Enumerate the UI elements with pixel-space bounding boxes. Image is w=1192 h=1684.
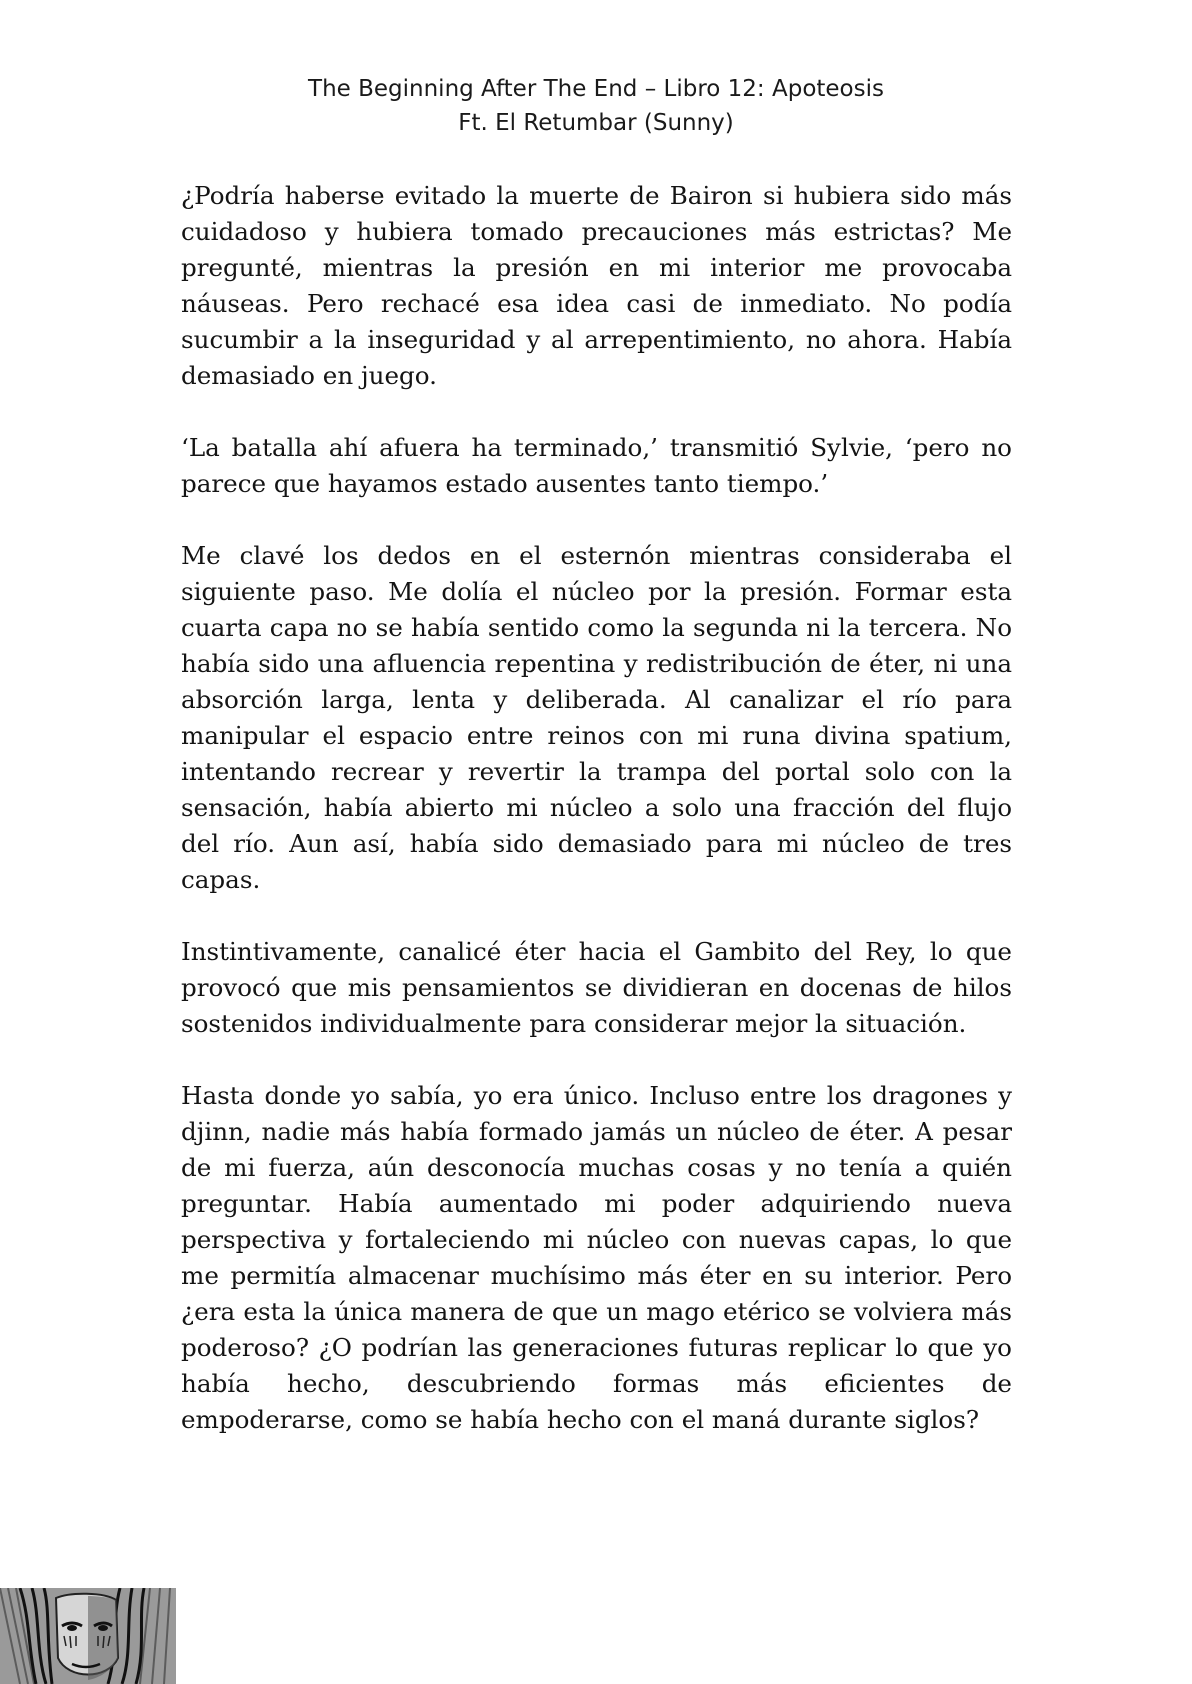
header-title: The Beginning After The End – Libro 12: Apoteosis xyxy=(308,76,884,102)
paragraph-5: Hasta donde yo sabía, yo era único. Incluso entre los dragones y djinn, nadie más había formado jamás un núcleo de éter. A pesar de mi fuerza, aún desconocía muchas cosas y no tenía a quién preguntar. Había aumentado mi poder adquiriendo nueva perspectiva y fortaleciendo mi núcleo con nuevas capas, lo que me permitía almacenar muchísimo más éter en su interior. Pero ¿era esta la única manera de que un mago etérico se volviera más poderoso? ¿O podrían las generaciones futuras replicar lo que yo había hecho, descubriendo formas más eficientes de empoderarse, como se había hecho con el maná durante siglos? xyxy=(181,1081,1012,1434)
paragraph-4: Instintivamente, canalicé éter hacia el Gambito del Rey, lo que provocó que mis pensamientos se dividieran en docenas de hilos sostenidos individualmente para considerar mejor la situación. xyxy=(181,937,1012,1038)
manga-character-portrait-icon xyxy=(0,1588,176,1684)
paragraph-2: ‘La batalla ahí afuera ha terminado,’ transmitió Sylvie, ‘pero no parece que hayamos estado ausentes tanto tiempo.’ xyxy=(181,433,1012,498)
page-header xyxy=(0,72,1192,140)
paragraph-1: ¿Podría haberse evitado la muerte de Bairon si hubiera sido más cuidadoso y hubiera tomado precauciones más estrictas? Me pregunté, mientras la presión en mi interior me provocaba náuseas. Pero rechacé esa idea casi de inmediato. No podía sucumbir a la inseguridad y al arrepentimiento, no ahora. Había demasiado en juego. xyxy=(181,181,1012,390)
header-subtitle: Ft. El Retumbar (Sunny) xyxy=(458,110,734,136)
paragraph-3: Me clavé los dedos en el esternón mientras consideraba el siguiente paso. Me dolía el núcleo por la presión. Formar esta cuarta capa no se había sentido como la segunda ni la tercera. No había sido una afluencia repentina y redistribución de éter, ni una absorción larga, lenta y deliberada. Al canalizar el río para manipular el espacio entre reinos con mi runa divina spatium, intentando recrear y revertir la trampa del portal solo con la sensación, había abierto mi núcleo a solo una fracción del flujo del río. Aun así, había sido demasiado para mi núcleo de tres capas. xyxy=(181,541,1012,894)
body-text xyxy=(181,178,1012,1438)
